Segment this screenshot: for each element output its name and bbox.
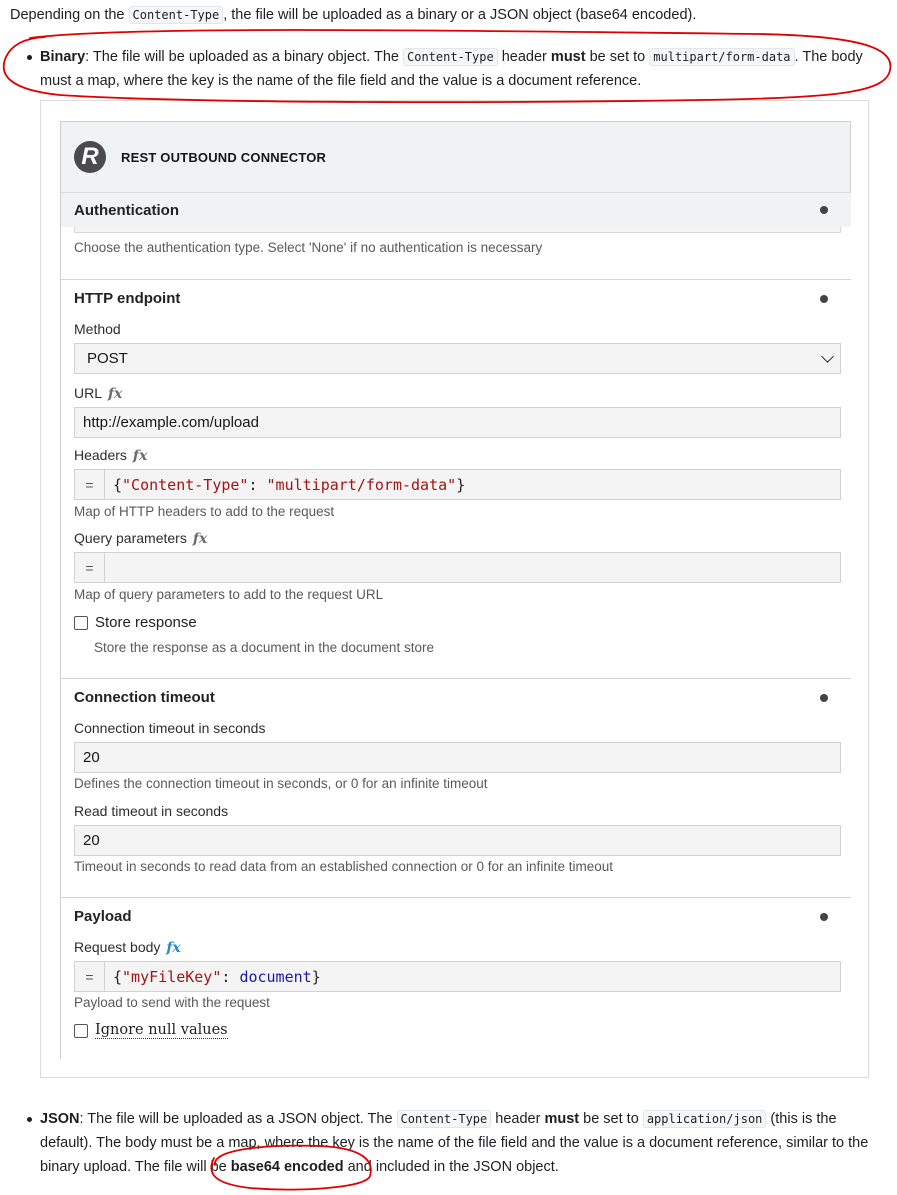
fx-icon[interactable]: fx (166, 940, 181, 956)
connector-screenshot (40, 100, 869, 1078)
group-indicator-dot (820, 295, 828, 303)
text: and included in the JSON object. (343, 1159, 559, 1175)
conn-timeout-label: Connection timeout in seconds (74, 720, 266, 736)
text: header (491, 1111, 545, 1127)
headers-value (105, 476, 465, 494)
query-label (74, 530, 207, 547)
url-label (74, 385, 122, 402)
text: be set to (579, 1111, 643, 1127)
string-token: "multipart/form-data" (266, 475, 457, 494)
conn-timeout-input[interactable] (74, 742, 841, 773)
text: : The file will be uploaded as a binary object. The (85, 49, 403, 65)
group-payload (61, 897, 851, 1059)
properties-panel (60, 121, 851, 1059)
text: be set to (585, 49, 650, 65)
auth-hint: Choose the authentication type. Select 'None' if no authentication is necessary (74, 240, 543, 255)
binary-bullet (40, 45, 880, 93)
request-body-label (74, 939, 181, 956)
text: (this is the default). The body must be a map, where the key is the name of the file field and the value is a document reference, similar to the binary upload. The file will be (40, 1111, 869, 1175)
read-timeout-label: Read timeout in seconds (74, 803, 229, 819)
string-token: "Content-Type" (122, 475, 249, 494)
group-indicator-dot (820, 694, 828, 702)
read-timeout-value: 20 (83, 832, 100, 849)
checkbox-box[interactable] (74, 1024, 88, 1038)
variable-token: document (239, 967, 312, 986)
base64-emphasis: base64 encoded (230, 1159, 344, 1175)
group-indicator-dot (820, 913, 828, 921)
store-hint: Store the response as a document in the document store (94, 640, 434, 655)
punct: { (113, 967, 123, 986)
inline-code: Content-Type (397, 1110, 492, 1128)
text: . The body must a map, where the key is the name of the file field and the value is a document reference. (40, 49, 863, 89)
string-token: "myFileKey" (122, 967, 222, 986)
binary-term: Binary (40, 49, 86, 65)
inline-code: application/json (643, 1110, 767, 1128)
punct: } (456, 475, 466, 494)
auth-type-field[interactable] (74, 227, 841, 233)
url-value: http://example.com/upload (83, 414, 259, 431)
store-response-checkbox[interactable] (74, 614, 197, 631)
headers-hint: Map of HTTP headers to add to the request (74, 504, 335, 519)
fx-icon[interactable]: fx (132, 448, 148, 464)
read-timeout-input[interactable] (74, 825, 841, 856)
inline-code: multipart/form-data (649, 48, 794, 66)
url-input[interactable] (74, 407, 841, 438)
must-emphasis: must (550, 49, 586, 65)
method-select[interactable] (74, 343, 841, 374)
label-text: Query parameters (74, 530, 187, 546)
group-title[interactable]: HTTP endpoint (74, 290, 181, 307)
rest-logo-icon: R (74, 141, 106, 173)
read-timeout-hint: Timeout in seconds to read data from an established connection or 0 for an infinite timeout (74, 859, 614, 874)
query-hint: Map of query parameters to add to the request URL (74, 587, 384, 602)
group-title[interactable]: Payload (74, 908, 132, 925)
group-http-endpoint (61, 279, 851, 679)
punct: : (248, 475, 267, 494)
checkbox-label: Store response (95, 614, 197, 631)
group-authentication[interactable] (61, 192, 851, 227)
headers-label (74, 447, 147, 464)
group-connection-timeout (61, 678, 851, 898)
checkbox-label: Ignore null values (95, 1022, 228, 1038)
method-label: Method (74, 321, 121, 337)
group-title[interactable]: Connection timeout (74, 689, 215, 706)
intro-text-end: , the file will be uploaded as a binary or a JSON object (base64 encoded). (223, 7, 697, 23)
must-emphasis: must (544, 1111, 580, 1127)
feel-equals-icon: = (75, 470, 105, 499)
headers-feel-input[interactable] (74, 469, 841, 500)
conn-timeout-value: 20 (83, 749, 100, 766)
panel-header (61, 121, 851, 192)
group-indicator-dot (820, 206, 828, 214)
panel-title: REST OUTBOUND CONNECTOR (121, 149, 327, 165)
request-body-hint: Payload to send with the request (74, 995, 270, 1010)
text: : The file will be uploaded as a JSON object. The (79, 1111, 397, 1127)
inline-code: Content-Type (403, 48, 498, 66)
json-term: JSON (40, 1111, 80, 1127)
feel-equals-icon: = (75, 962, 105, 991)
ignore-null-checkbox[interactable] (74, 1022, 228, 1039)
intro-text: Depending on the (10, 7, 129, 23)
request-body-value (105, 968, 321, 986)
punct: : (221, 967, 240, 986)
inline-code: Content-Type (129, 6, 224, 24)
chevron-down-icon (821, 350, 834, 363)
intro-paragraph (10, 3, 890, 27)
punct: } (311, 967, 321, 986)
request-body-feel-input[interactable] (74, 961, 841, 992)
checkbox-box[interactable] (74, 616, 88, 630)
json-bullet (40, 1107, 880, 1179)
query-feel-input[interactable] (74, 552, 841, 583)
method-value: POST (87, 350, 128, 367)
label-text: Request body (74, 939, 161, 955)
fx-icon[interactable]: fx (192, 531, 208, 547)
fx-icon[interactable]: fx (108, 386, 123, 402)
feel-equals-icon: = (75, 553, 105, 582)
text: header (497, 49, 551, 65)
label-text: URL (74, 385, 103, 401)
group-title: Authentication (74, 201, 179, 219)
punct: { (113, 475, 123, 494)
conn-timeout-hint: Defines the connection timeout in seconds, or 0 for an infinite timeout (74, 776, 488, 791)
label-text: Headers (74, 447, 127, 463)
